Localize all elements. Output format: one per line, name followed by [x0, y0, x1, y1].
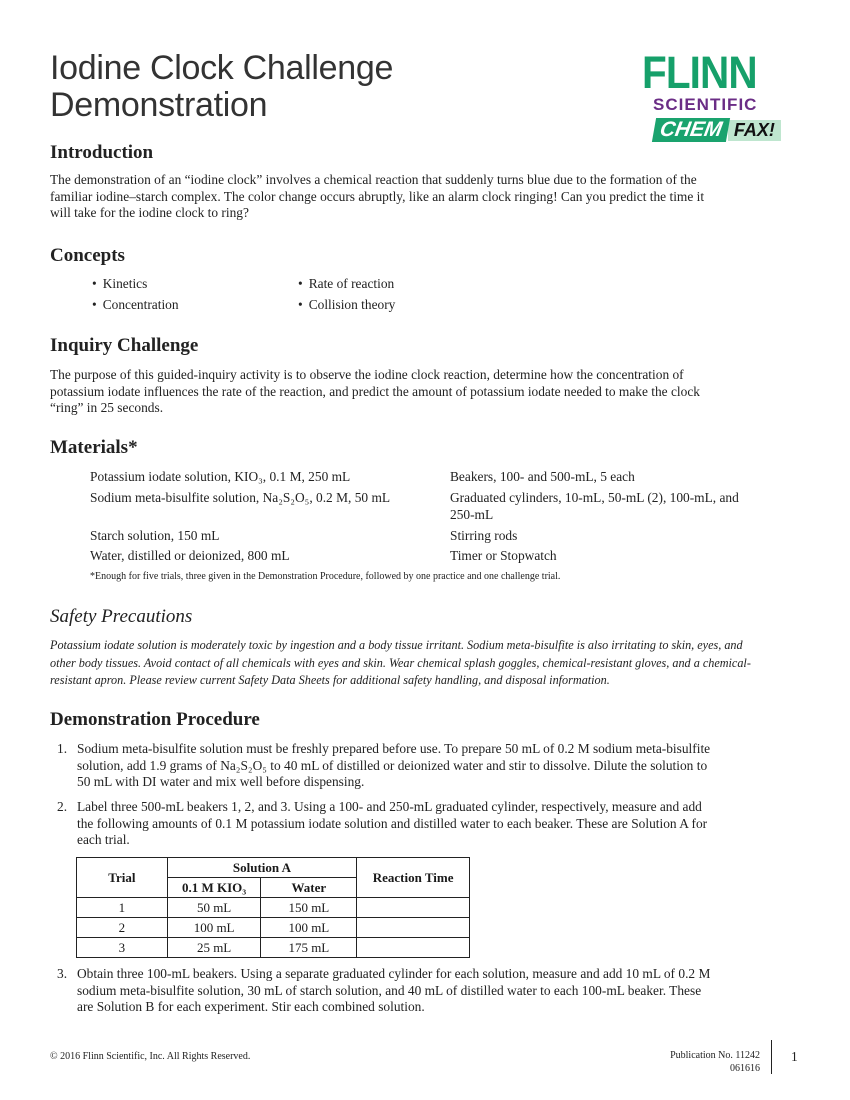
procedure-step [57, 966, 817, 1016]
step-line: solution, add 1.9 grams of Na₂S₂O₅ to 40 mL of distilled or deionized water and stir to dissolve. Dilute the solution to [77, 757, 708, 773]
logo-fax: FAX! [728, 120, 781, 141]
material-item: Sodium meta-bisulfite solution, Na₂S₂O₅, 0.2 M, 50 mL [90, 490, 391, 505]
cell-water: 175 mL [261, 938, 357, 958]
material-item: Beakers, 100- and 500-mL, 5 each [450, 469, 635, 484]
step-line: Obtain three 100-mL beakers. Using a separate graduated cylinder for each solution, measure and add 10 mL of 0.2 M [77, 966, 711, 981]
step-line: the following amounts of 0.1 M potassium iodate solution and distilled water to each beaker. These are Solution A for [77, 815, 708, 831]
material-item: Stirring rods [450, 528, 518, 543]
concept-item: • Concentration [92, 297, 179, 314]
publication-number: Publication No. 11242 [670, 1050, 760, 1061]
safety-line: Potassium iodate solution is moderately toxic by ingestion and a body tissue irritant. Sodium meta-bisulfite is also irritating to skin, eyes, and [50, 638, 743, 652]
cell-kio3: 50 mL [167, 898, 261, 918]
inquiry-text [50, 367, 810, 417]
step-line: Sodium meta-bisulfite solution must be freshly prepared before use. To prepare 50 mL of 0.2 M sodium meta-bisulfite [77, 741, 711, 756]
cell-water: 150 mL [261, 898, 357, 918]
step-line: are Solution B for each experiment. Stir each combined solution. [77, 999, 425, 1014]
introduction-line: The demonstration of an “iodine clock” involves a chemical reaction that suddenly turns blue due to the formation of the [50, 172, 697, 187]
step-line: each trial. [77, 832, 130, 847]
table-header-trial: Trial [77, 858, 168, 898]
introduction-text [50, 172, 810, 222]
logo-brand: FLINN [642, 47, 757, 98]
table-row [77, 898, 470, 918]
cell-trial: 3 [77, 938, 168, 958]
title-line-2: Demonstration [50, 86, 268, 124]
step-line: Label three 500-mL beakers 1, 2, and 3. Using a 100- and 250-mL graduated cylinder, respectively, measure and add [77, 799, 702, 814]
footer-publication [630, 1049, 760, 1075]
step-line: 50 mL with DI water and mix well before dispensing. [77, 774, 365, 789]
safety-heading: Safety Precautions [50, 606, 193, 627]
cell-time [357, 938, 470, 958]
inquiry-heading: Inquiry Challenge [50, 335, 199, 356]
material-item: 250-mL [450, 507, 494, 522]
trials-table [76, 857, 470, 958]
safety-line: resistant apron. Please review current Safety Data Sheets for additional safety handling, and disposal information. [50, 673, 610, 687]
safety-line: other body tissues. Avoid contact of all chemicals with eyes and skin. Wear chemical splash goggles, chemical-resistant gloves, and a chemical- [50, 655, 751, 670]
table-header-kio3: 0.1 M KIO₃ [167, 878, 261, 898]
table-row [77, 938, 470, 958]
cell-kio3: 100 mL [167, 918, 261, 938]
cell-trial: 2 [77, 918, 168, 938]
publication-code: 061616 [730, 1063, 760, 1074]
material-item: Graduated cylinders, 10-mL, 50-mL (2), 100-mL, and [450, 490, 739, 505]
material-item: Starch solution, 150 mL [90, 528, 220, 543]
table-header-reaction-time: Reaction Time [357, 858, 470, 898]
page-number: 1 [791, 1049, 798, 1064]
inquiry-line: The purpose of this guided-inquiry activity is to observe the iodine clock reaction, determine how the concentration of [50, 367, 684, 382]
safety-text [50, 637, 820, 690]
procedure-step [57, 741, 817, 791]
concept-item: • Collision theory [298, 297, 395, 314]
concepts-heading: Concepts [50, 245, 125, 266]
logo-chem: CHEM [652, 118, 730, 142]
cell-water: 100 mL [261, 918, 357, 938]
material-item: Timer or Stopwatch [450, 548, 557, 563]
introduction-heading: Introduction [50, 142, 154, 163]
materials-footnote: *Enough for five trials, three given in the Demonstration Procedure, followed by one practice and one challenge trial. [90, 571, 561, 582]
step-number: 1. [57, 741, 68, 756]
introduction-line: will take for the iodine clock to ring? [50, 205, 249, 220]
table-row [77, 918, 470, 938]
material-item: Potassium iodate solution, KIO₃, 0.1 M, 250 mL [90, 469, 351, 484]
logo-chemfax [654, 118, 781, 142]
cell-trial: 1 [77, 898, 168, 918]
table-header-solution-a: Solution A [167, 858, 357, 878]
material-item: Water, distilled or deionized, 800 mL [90, 548, 290, 563]
logo-sub: SCIENTIFIC [653, 95, 758, 114]
concept-item: • Rate of reaction [298, 276, 394, 293]
materials-heading: Materials* [50, 437, 138, 458]
flinn-logo [640, 47, 805, 150]
cell-time [357, 918, 470, 938]
inquiry-line: potassium iodate influences the rate of the reaction, and predict the amount of potassium iodate needed to make the clock [50, 383, 700, 399]
step-line: sodium meta-bisulfite solution, 30 mL of starch solution, and 40 mL of distilled water to each 100-mL beaker. These [77, 982, 702, 998]
inquiry-line: “ring” in 25 seconds. [50, 400, 164, 415]
footer-divider [771, 1040, 772, 1074]
cell-kio3: 25 mL [167, 938, 261, 958]
footer-copyright: © 2016 Flinn Scientific, Inc. All Rights Reserved. [50, 1051, 251, 1062]
introduction-line: familiar iodine–starch complex. The color change occurs abruptly, like an alarm clock ringing! Can you predict the time it [50, 188, 705, 204]
page-title [50, 50, 393, 124]
table-header-water: Water [261, 878, 357, 898]
step-number: 2. [57, 799, 68, 814]
concept-item: • Kinetics [92, 276, 147, 293]
title-line-1: Iodine Clock Challenge [50, 49, 394, 87]
cell-time [357, 898, 470, 918]
procedure-step [57, 799, 817, 849]
procedure-heading: Demonstration Procedure [50, 709, 260, 730]
step-number: 3. [57, 966, 68, 981]
